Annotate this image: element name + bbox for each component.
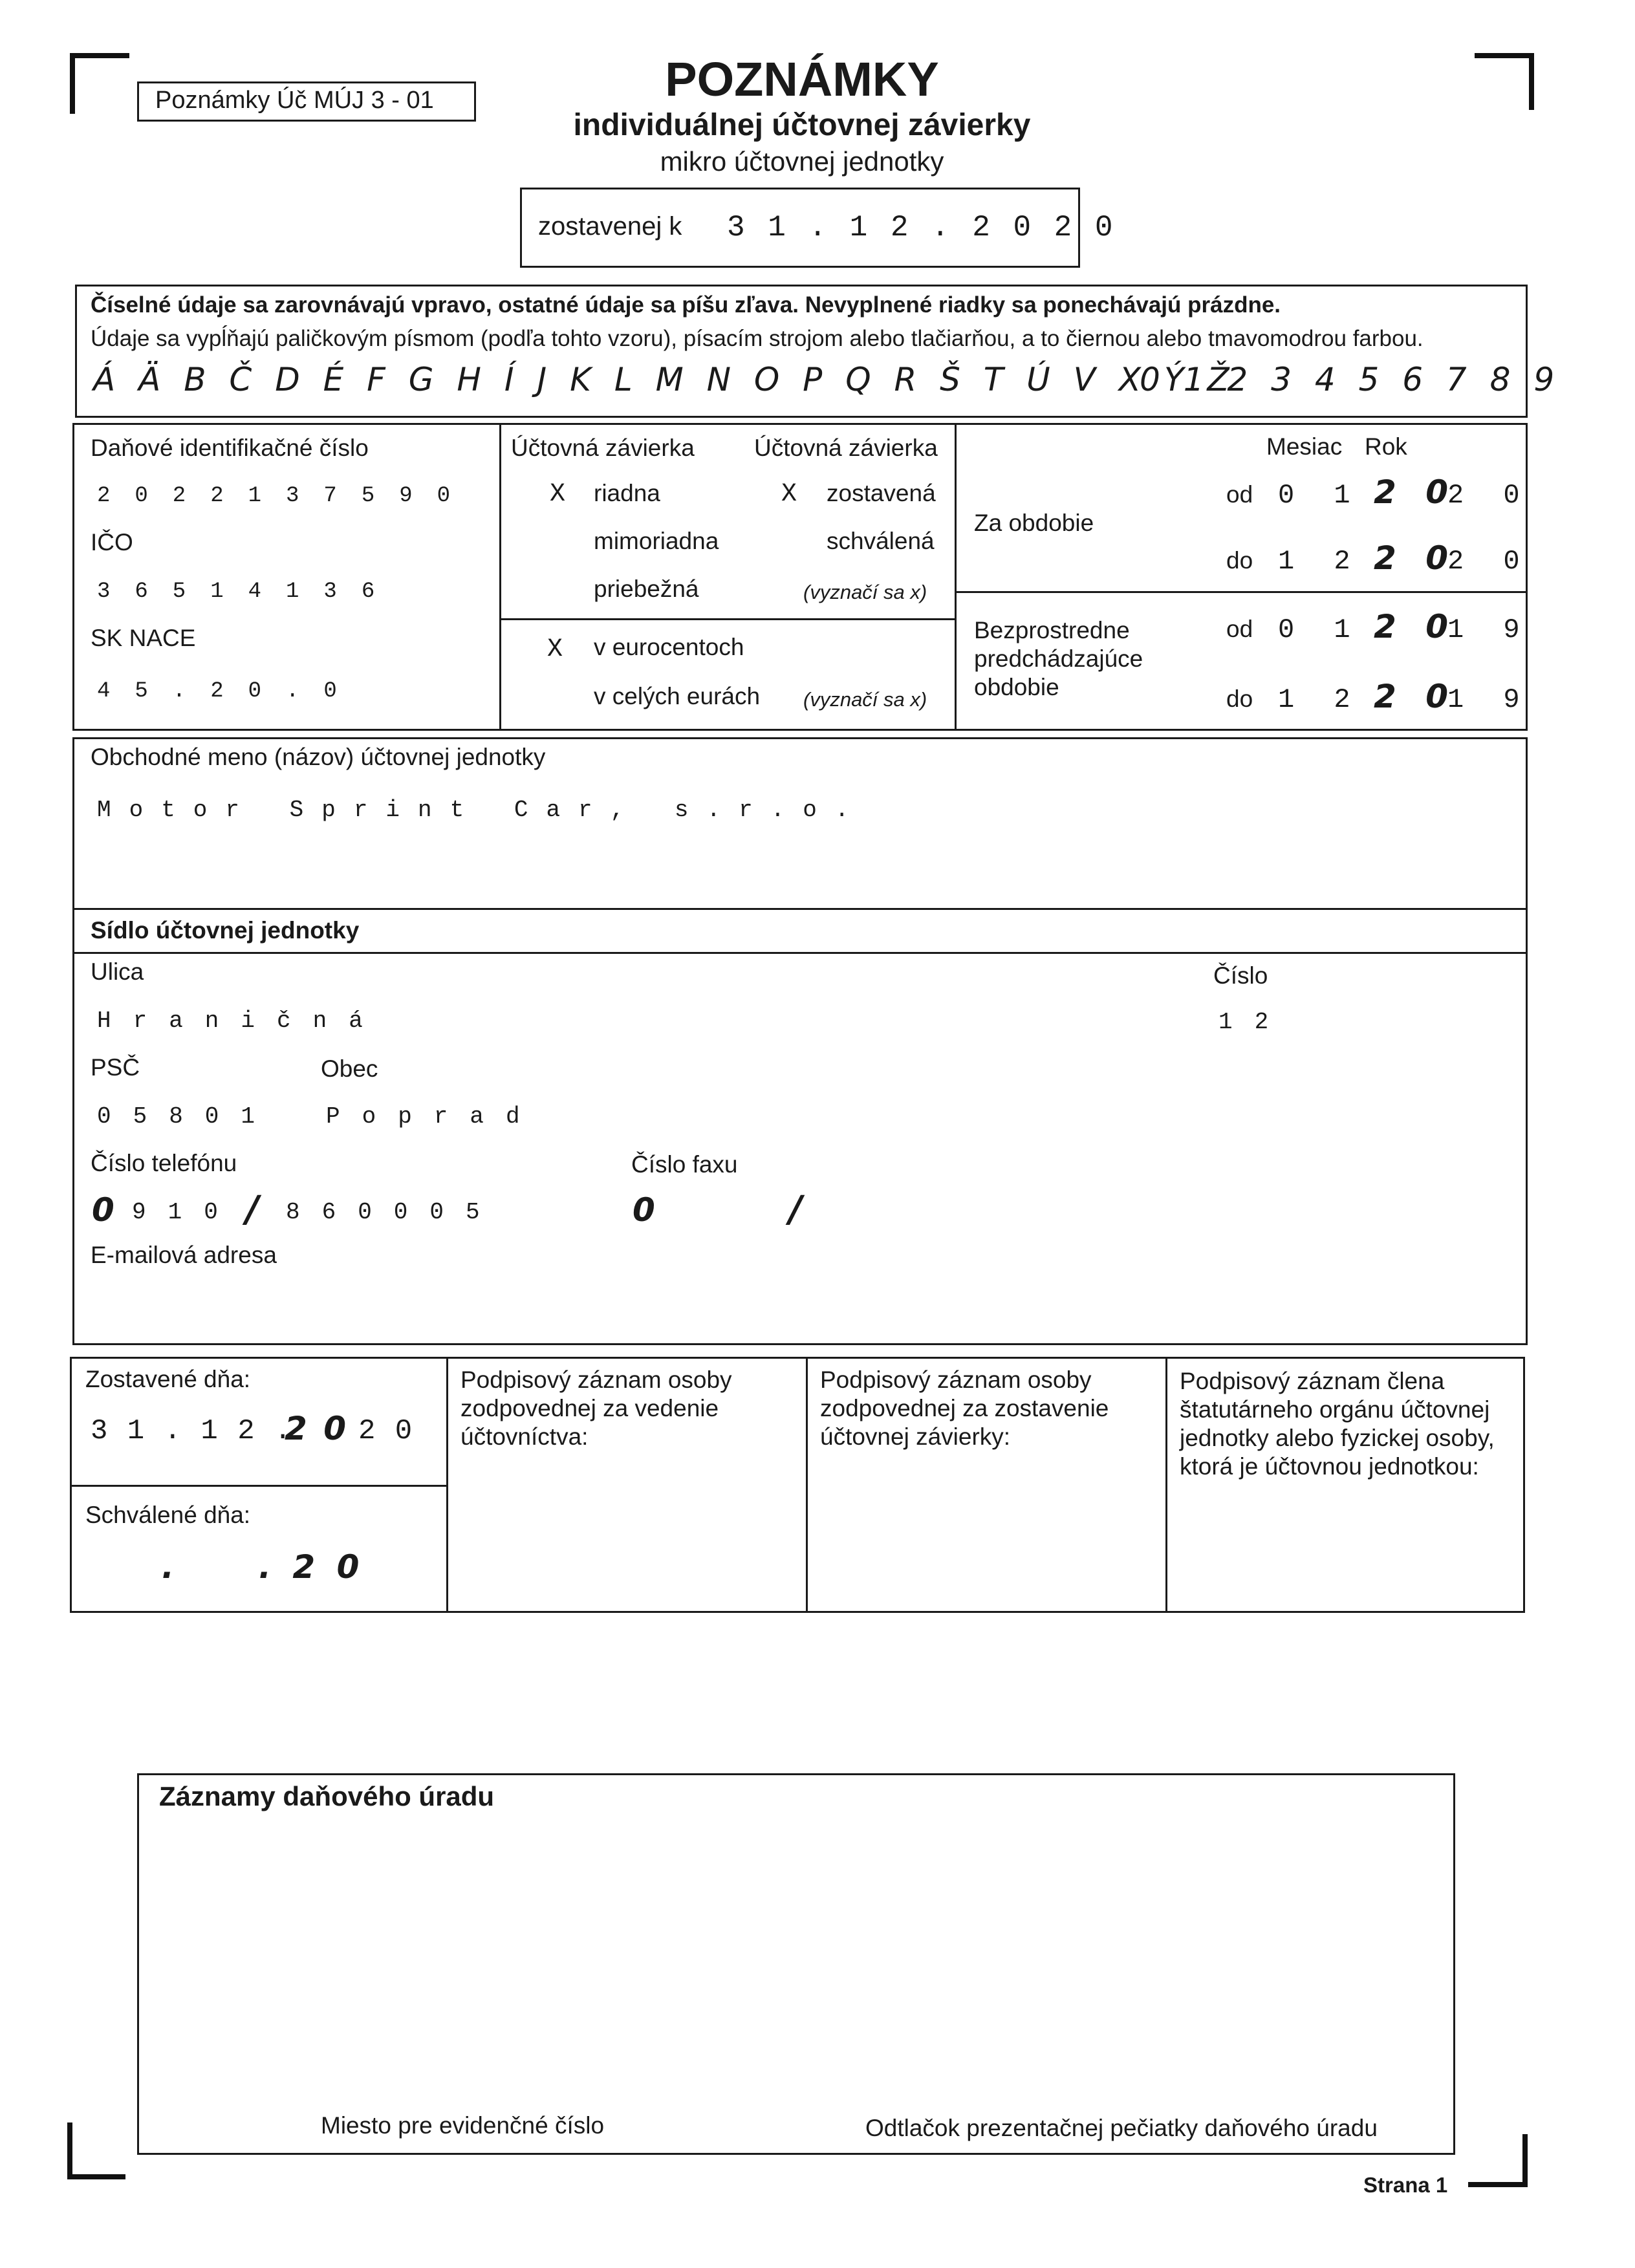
divider (72, 952, 1528, 954)
corner-mark-top-left (70, 53, 129, 114)
corner-mark-bottom-left (67, 2122, 125, 2179)
divider (955, 591, 1528, 593)
nace-label: SK NACE (91, 625, 196, 651)
entity-section (72, 737, 1528, 1345)
instructions-line-1: Číselné údaje sa zarovnávajú vpravo, ostatné údaje sa píšu zľava. Nevyplnené riadky sa ponechávajú prázdne. (91, 292, 1281, 318)
entity-name-label: Obchodné meno (názov) účtovnej jednotky (91, 744, 546, 770)
compiled-date: 3 1 . 1 2 . 2 0 2 0 (727, 211, 1116, 244)
approved-on-value: . 2 0 (259, 1548, 365, 1586)
statement-header-2: Účtovná závierka (754, 435, 938, 461)
to-label: do (1226, 547, 1253, 574)
fax-label: Číslo faxu (631, 1151, 738, 1178)
divider (70, 1485, 446, 1487)
prev-from-year-handwritten: 2 0 (1374, 608, 1457, 645)
fax-prefix-handwritten: 0 (633, 1191, 655, 1229)
divider (499, 618, 955, 620)
to-month: 1 2 (1278, 546, 1362, 577)
prev-period-label-3: obdobie (974, 674, 1059, 700)
from-month: 0 1 (1278, 480, 1362, 511)
to-year-typed: 2 0 (1447, 546, 1532, 577)
to-year-handwritten: 2 0 (1374, 539, 1457, 577)
compiled-on-label: Zostavené dňa: (85, 1366, 251, 1392)
extraordinary-label: mimoriadna (594, 528, 719, 554)
prev-from-label: od (1226, 616, 1253, 642)
divider (446, 1357, 448, 1613)
nace-value: 45.20.0 (97, 679, 362, 704)
dic-value: 2022137590 (97, 484, 475, 508)
psc-value: 05801 (97, 1103, 277, 1130)
divider (499, 423, 501, 731)
compiled-on-typed: 3 1 . 1 2 . (91, 1415, 293, 1447)
page-subtitle: individuálnej účtovnej závierky (573, 108, 1031, 142)
signature-accounting: Podpisový záznam osoby zodpovednej za vedenie účtovníctva: (460, 1366, 732, 1450)
eurocents-checkbox[interactable]: X (547, 635, 563, 664)
sample-digits: 0 1 2 3 4 5 6 7 8 9 (1140, 361, 1561, 398)
divider (806, 1357, 808, 1613)
prev-to-label: do (1226, 686, 1253, 712)
from-year-handwritten: 2 0 (1374, 473, 1457, 511)
tax-office-title: Záznamy daňového úradu (159, 1781, 495, 1811)
city-label: Obec (321, 1055, 378, 1082)
statement-header-1: Účtovná závierka (511, 435, 695, 461)
number-label: Číslo (1213, 962, 1268, 989)
instructions-line-2: Údaje sa vypĺňajú paličkovým písmom (podľa tohto vzoru), písacím strojom alebo tlačiarňou, a to čiernou alebo tmavomodrou farbou. (91, 326, 1424, 351)
phone-prefix-handwritten: 0 (92, 1191, 114, 1229)
approved-on-dot: . (162, 1548, 174, 1586)
mark-note-2: (vyznačí sa x) (803, 688, 927, 711)
corner-mark-bottom-right (1468, 2134, 1528, 2187)
phone-slash: / (246, 1189, 259, 1231)
compiled-on-year-handwritten: 2 0 (285, 1410, 349, 1447)
regular-label: riadna (594, 480, 660, 506)
ico-value: 36514136 (97, 579, 400, 604)
compiled-on-year-typed: 2 0 (358, 1415, 414, 1447)
compiled-label: zostavenej k (538, 212, 682, 241)
fax-slash: / (789, 1189, 803, 1231)
phone-label: Číslo telefónu (91, 1150, 237, 1176)
from-year-typed: 2 0 (1447, 480, 1532, 511)
entity-name-value: Motor Sprint Car, s.r.o. (97, 797, 867, 823)
mark-note: (vyznačí sa x) (803, 581, 927, 603)
phone-value: 860005 (286, 1199, 502, 1226)
from-label: od (1226, 481, 1253, 508)
city-value: Poprad (326, 1103, 542, 1130)
whole-euros-label: v celých eurách (594, 683, 761, 709)
corner-mark-top-right (1475, 53, 1534, 110)
prev-to-year-handwritten: 2 0 (1374, 678, 1457, 715)
divider (72, 908, 1528, 910)
prev-period-label-1: Bezprostredne (974, 617, 1130, 643)
ico-label: IČO (91, 529, 133, 556)
signature-compiler: Podpisový záznam osoby zodpovednej za zostavenie účtovnej závierky: (820, 1366, 1109, 1450)
year-label: Rok (1365, 433, 1407, 460)
prev-from-year-typed: 1 9 (1447, 614, 1532, 645)
eurocents-label: v eurocentoch (594, 634, 744, 660)
prev-from-month: 0 1 (1278, 614, 1362, 645)
divider (955, 423, 957, 731)
interim-label: priebežná (594, 576, 699, 602)
phone-prefix-typed: 910 (132, 1199, 240, 1226)
approved-status-label: schválená (827, 528, 935, 554)
compiled-status-label: zostavená (827, 480, 936, 506)
street-value: Hraničná (97, 1008, 385, 1034)
sample-alphabet: Á Ä B Č D É F G H Í J K L M N O P Q R Š T Ú V X Ý Ž (93, 361, 1236, 398)
dic-label: Daňové identifikačné číslo (91, 435, 369, 461)
page-number: Strana 1 (1363, 2173, 1448, 2197)
prev-to-year-typed: 1 9 (1447, 684, 1532, 715)
registration-number-label: Miesto pre evidenčné číslo (321, 2112, 605, 2139)
stamp-label: Odtlačok prezentačnej pečiatky daňového úradu (865, 2115, 1378, 2141)
email-label: E-mailová adresa (91, 1242, 277, 1268)
divider (1165, 1357, 1167, 1613)
number-value: 12 (1218, 1009, 1291, 1035)
regular-checkbox[interactable]: X (550, 480, 566, 509)
prev-to-month: 1 2 (1278, 684, 1362, 715)
approved-on-label: Schválené dňa: (85, 1502, 251, 1528)
street-label: Ulica (91, 958, 144, 985)
signature-statutory: Podpisový záznam člena štatutárneho orgánu účtovnej jednotky alebo fyzickej osoby, ktorá je účtovnou jednotkou: (1180, 1368, 1495, 1480)
entity-seat-label: Sídlo účtovnej jednotky (91, 917, 360, 944)
page-subtitle-2: mikro účtovnej jednotky (660, 146, 944, 177)
page-title: POZNÁMKY (665, 52, 939, 106)
psc-label: PSČ (91, 1054, 140, 1081)
prev-period-label-2: predchádzajúce (974, 645, 1143, 672)
form-code: Poznámky Úč MÚJ 3 - 01 (155, 87, 434, 114)
compiled-checkbox[interactable]: X (781, 480, 797, 509)
month-label: Mesiac (1266, 433, 1343, 460)
for-period-label: Za obdobie (974, 510, 1094, 536)
tax-office-section (137, 1773, 1455, 2155)
